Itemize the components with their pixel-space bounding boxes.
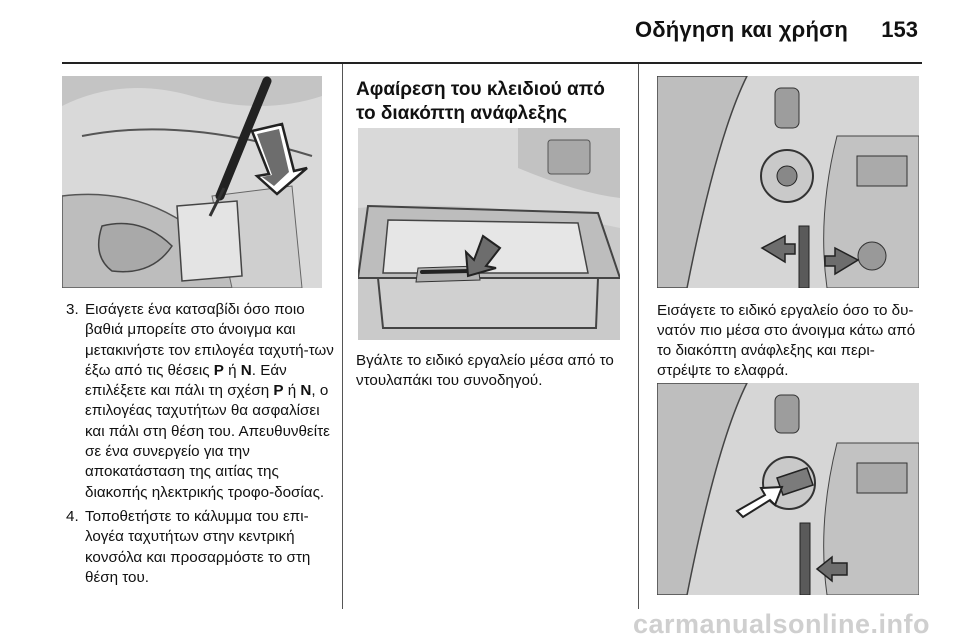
right-paragraph: Εισάγετε το ειδικό εργαλείο όσο το δυ-νατόν πιο μέσα στο άνοιγμα κάτω από το διακόπτη ανάφλεξης και περι-στρέψτε το ελαφρά. — [657, 302, 916, 379]
column-divider-left — [342, 64, 343, 609]
page-number: 153 — [881, 17, 918, 42]
instruction-steps — [63, 300, 338, 592]
watermark-text: carmanualsonline.info — [632, 609, 930, 639]
step-4 — [63, 507, 338, 588]
step-text: Εισάγετε ένα κατσαβίδι όσο ποιο βαθιά μπορείτε στο άνοιγμα και μετακινήστε τον επιλογέα ταχυτή-των έξω από τις θέσεις P ή N. Εάν επιλέξετε και πάλι τη σχέση P ή N, ο επιλογέας ταχυτήτων θα ασφαλίσει και πάλι στη θέση του. Απευθυνθείτε σε ένα συνεργείο για την αποκατάσταση της αιτίας της διακοπής ηλεκτρικής τροφο-δοσίας. — [85, 301, 334, 501]
section-title: Αφαίρεση του κλειδιού από το διακόπτη ανάφλεξης — [356, 79, 605, 124]
step-text: Τοποθετήστε το κάλυμμα του επι-λογέα ταχυτήτων στην κεντρική κονσόλα και προσαρμόστε το στη θέση του. — [85, 507, 311, 586]
figure-glovebox-tool — [358, 128, 620, 340]
middle-paragraph: Βγάλτε το ειδικό εργαλείο μέσα από το ντουλαπάκι του συνοδηγού. — [356, 352, 614, 389]
figure-ignition-key-removal — [657, 383, 919, 595]
step-3 — [63, 300, 338, 503]
step-number: 4. — [66, 507, 79, 525]
figure-gear-selector-screwdriver — [62, 76, 322, 288]
figure-ignition-tool-insert — [657, 76, 919, 288]
header-title: Οδήγηση και χρήση — [634, 17, 848, 42]
header-rule — [62, 62, 922, 64]
column-divider-right — [638, 64, 639, 609]
page-header — [0, 0, 960, 62]
step-number: 3. — [66, 301, 79, 318]
